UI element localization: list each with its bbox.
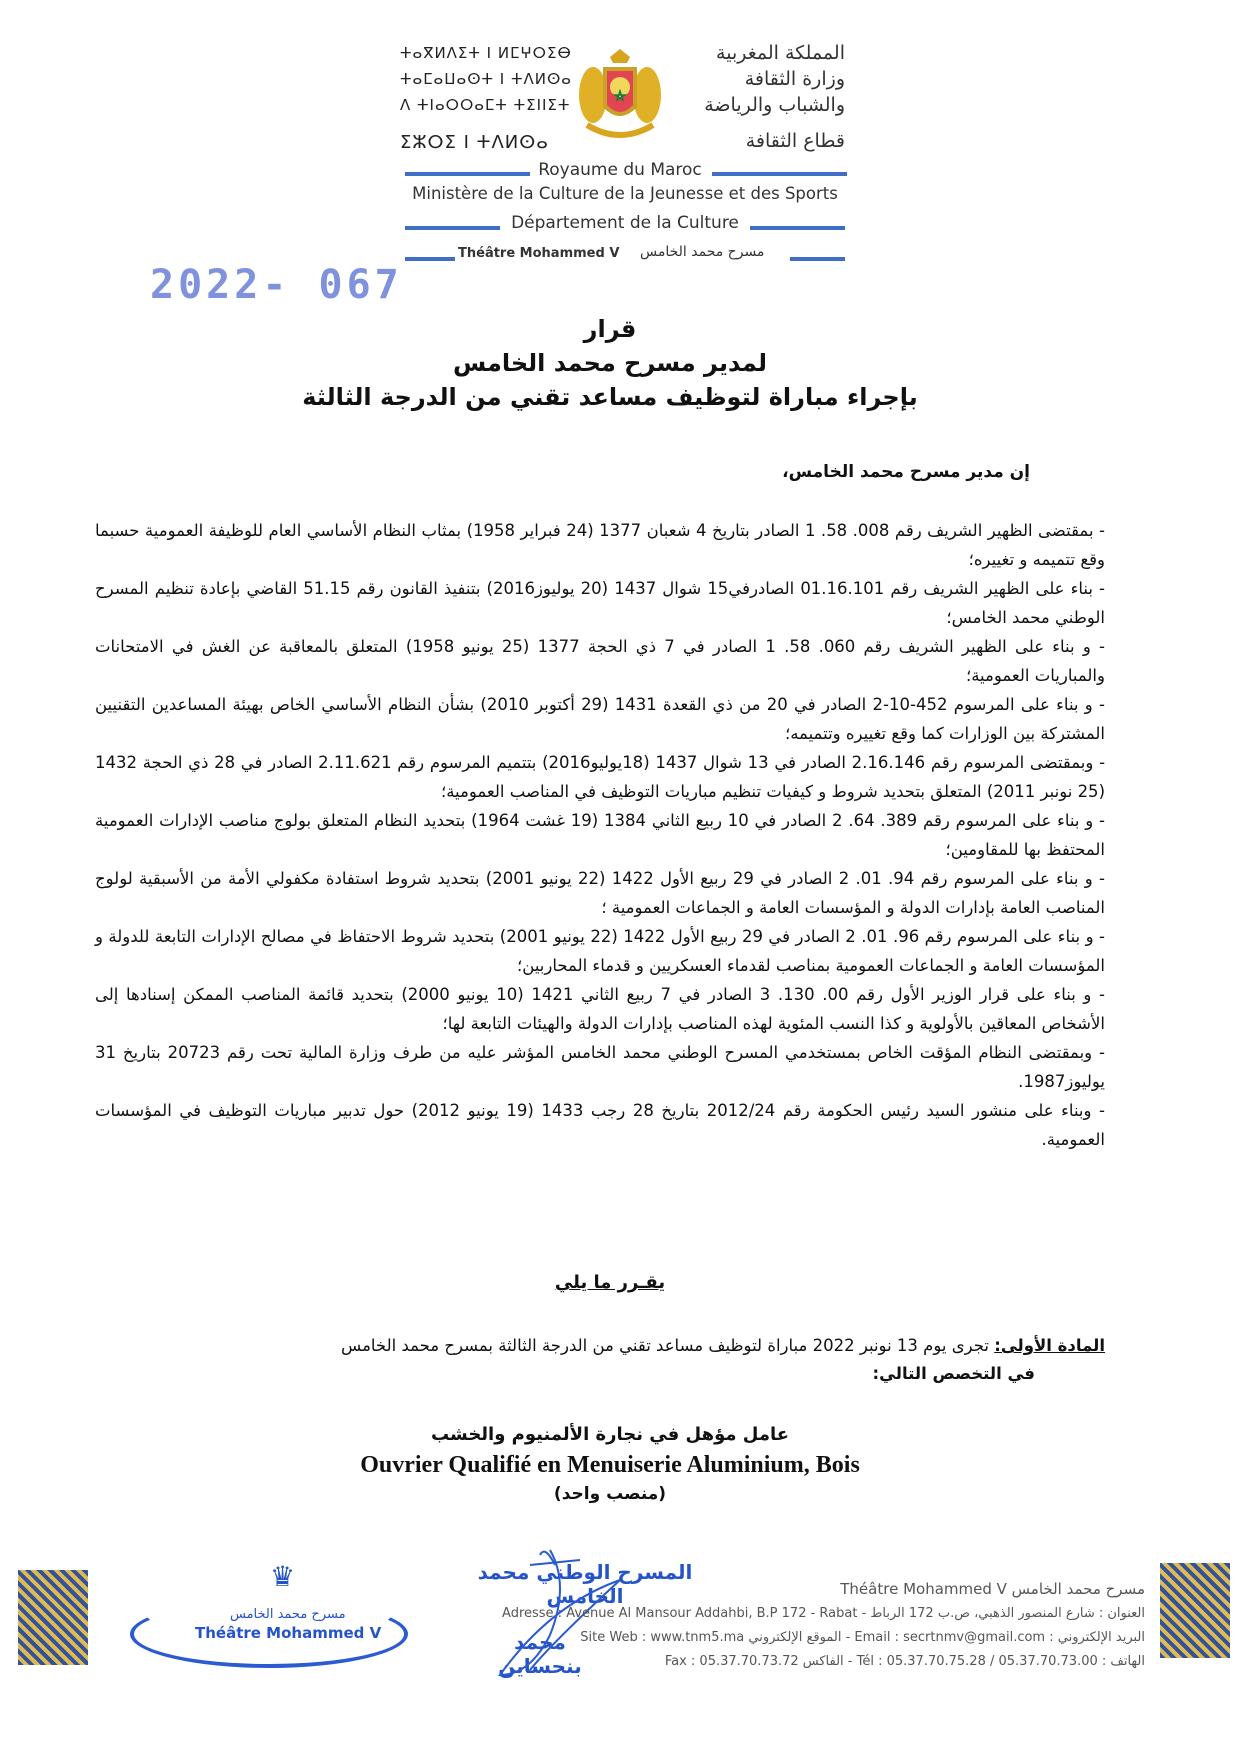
footer-web-email: Site Web : www.tnm5.ma الموقع الإلكتروني - Email : secrtnmv@gmail.com : البريد الإلكتروني (580, 1630, 1145, 1645)
signature-stamp: المسرح الوطني محمد الخامس (477, 1560, 693, 1608)
preamble-item: - وبمقتضى المرسوم رقم 2.16.146 الصادر في 13 شوال 1437 (18يوليو2016) بتتميم المرسوم رقم 2.11.621 الصادر في 28 ذي الحجة 1432 (25 نونبر 2011) المتعلق بتحديد شروط و كيفيات تنظيم مباريات التوظيف في المناصب العمومية؛ (95, 753, 1106, 801)
posts-count: (منصب واحد) (553, 1484, 667, 1504)
preamble-item: - بمقتضى الظهير الشريف رقم 008. 58. 1 الصادر بتاريخ 4 شعبان 1377 (24 فبراير 1958) بمثاب النظام الأساسي العام للوظيفة العمومية حسبما وقع تتميمه و تغييره؛ (95, 521, 1105, 569)
arabic-header-line: قطاع الثقافة (745, 130, 845, 152)
header-divider (405, 172, 530, 176)
preamble-item: - و بناء على قرار الوزير الأول رقم 00. 130. 3 الصادر في 7 ربيع الثاني 1421 (10 يونيو 2000) بتحديد قائمة المناصب الممكن إسنادها إلى الأشخاص المعاقين بالأولوية و كذا النسب المئوية لهذه المناصب بإدارات الدولة والهيئات التابعة لها؛ (95, 985, 1105, 1033)
kingdom-label: Royaume du Maroc (538, 160, 702, 180)
theatre-label-ar: مسرح محمد الخامس (640, 244, 765, 260)
preamble-item: - بناء على الظهير الشريف رقم 01.16.101 الصادرفي15 شوال 1437 (20 يوليوز2016) بتنفيذ القانون رقم 51.15 القاضي بإعادة تنظيم المسرح الوطني محمد الخامس؛ (95, 579, 1105, 627)
header-divider (405, 226, 500, 230)
department-label: Département de la Culture (511, 213, 739, 233)
header-divider (750, 226, 845, 230)
preamble-item: - و بناء على المرسوم رقم 96. 01. 2 الصادر في 29 ربيع الأول 1422 (22 يونيو 2001) بتحديد شروط الاحتفاظ في مصالح الإدارات التابعة للدولة و المؤسسات العامة و الجماعات العمومية بمناصب لقدماء العسكريين و قدماء المحاربين؛ (95, 927, 1105, 975)
decision-title (200, 312, 1020, 414)
preamble-list (95, 516, 1105, 1154)
footer-name: Théâtre Mohammed V مسرح محمد الخامس (840, 1580, 1145, 1598)
footer-address: Adresse : Avenue Al Mansour Addahbi, B.P 172 - Rabat - العنوان : شارع المنصور الذهبي، ص.ب 172 الرباط (502, 1606, 1145, 1621)
article-1-label: المادة الأولى: (994, 1336, 1105, 1355)
footer-logo-fr: Théâtre Mohammed V (195, 1624, 382, 1642)
preamble-item: - و بناء على المرسوم رقم 389. 64. 2 الصادر في 10 ربيع الثاني 1384 (19 غشت 1964) بتحديد النظام المتعلق بولوج مناصب الإدارات العمومية المحتفظ بها للمقاومين؛ (95, 811, 1106, 859)
preamble-item: - وبناء على منشور السيد رئيس الحكومة رقم 2012/24 بتاريخ 28 رجب 1433 (19 يونيو 2012) حول تدبير مباريات التوظيف في المؤسسات العمومية. (95, 1101, 1105, 1149)
tifinagh-line: ⵉⵣⵔⵉ ⵏ ⵜⴷⵍⵙⴰ (400, 132, 549, 153)
article-1-text: تجرى يوم 13 نونبر 2022 مباراة لتوظيف مساعد تقني من الدرجة الثالثة بمسرح محمد الخامس (341, 1336, 989, 1355)
article-1 (205, 1332, 1105, 1388)
specialty-fr: Ouvrier Qualifié en Menuiserie Aluminium, Bois (360, 1452, 860, 1478)
header-divider (790, 257, 845, 261)
preamble-item: - و بناء على الظهير الشريف رقم 060. 58. 1 الصادر في 7 ذي الحجة 1377 (25 يونيو 1958) المتعلق بالمعاقبة عن الغش في الامتحانات والمباريات العمومية؛ (95, 637, 1105, 685)
title-line: لمدير مسرح محمد الخامس (453, 349, 767, 377)
specialty-block (260, 1420, 960, 1508)
preamble-item: - و بناء على المرسوم 452-10-2 الصادر في 20 من ذي القعدة 1431 (29 أكتوبر 2010) بشأن النظام الأساسي الخاص بهيئة المساعدين التقنيين المشتركة بين الوزارات كما وقع تغييره وتتميمه؛ (95, 695, 1105, 743)
arabic-header (640, 40, 845, 154)
title-line: بإجراء مباراة لتوظيف مساعد تقني من الدرجة الثالثة (302, 383, 918, 411)
zellige-pattern-left (18, 1570, 88, 1665)
theatre-label-fr: Théâtre Mohammed V (458, 246, 620, 261)
signatory-name: محمد بنحساين (498, 1630, 582, 1678)
tifinagh-line: ⴷ ⵜⵏⴰⵔⵔⴰⵎⵜ ⵜⵉⵏⵏⵉⵜ (400, 96, 571, 114)
zellige-pattern-right (1160, 1563, 1230, 1658)
arabic-header-line: المملكة المغربية (716, 42, 845, 64)
reference-number-stamp: 2022- 067 (150, 262, 403, 308)
tifinagh-header (400, 40, 580, 156)
header-divider (405, 257, 455, 261)
title-line: قرار (583, 315, 637, 343)
decides-heading: يقـرر ما يلي (554, 1272, 666, 1293)
crown-icon: ♛ (270, 1560, 296, 1593)
arabic-header-line: وزارة الثقافة (744, 68, 845, 90)
footer-logo-ar: مسرح محمد الخامس (230, 1607, 346, 1622)
footer-logo (120, 1560, 420, 1670)
preamble-item: - و بناء على المرسوم رقم 94. 01. 2 الصادر في 29 ربيع الأول 1422 (22 يونيو 2001) بتحديد شروط استفادة مكفولي الأمة من الأسبقية لولوج المناصب العامة بإدارات الدولة و المؤسسات العامة و الجماعات العمومية ؛ (95, 869, 1106, 917)
article-1-text2: في التخصص التالي: (872, 1364, 1035, 1383)
intro-line: إن مدير مسرح محمد الخامس، (782, 462, 1030, 482)
ministry-label: Ministère de la Culture de la Jeunesse et des Sports (412, 184, 838, 203)
tifinagh-line: ⵜⴰⴳⵍⴷⵉⵜ ⵏ ⵍⵎⵖⵔⵉⴱ (400, 44, 572, 62)
specialty-ar: عامل مؤهل في نجارة الألمنيوم والخشب (430, 1424, 790, 1445)
arabic-header-line: والشباب والرياضة (704, 94, 845, 116)
preamble-item: - وبمقتضى النظام المؤقت الخاص بمستخدمي المسرح الوطني محمد الخامس المؤشر عليه من طرف وزارة المالية تحت رقم 20723 بتاريخ 31 يوليوز1987. (95, 1043, 1105, 1091)
header-divider (712, 172, 847, 176)
footer-phones: Fax : 05.37.70.73.72 الفاكس - Tél : 05.37.70.75.28 / 05.37.70.73.00 : الهاتف (664, 1654, 1145, 1669)
tifinagh-line: ⵜⴰⵎⴰⵡⴰⵙⵜ ⵏ ⵜⴷⵍⵙⴰ (400, 70, 572, 88)
